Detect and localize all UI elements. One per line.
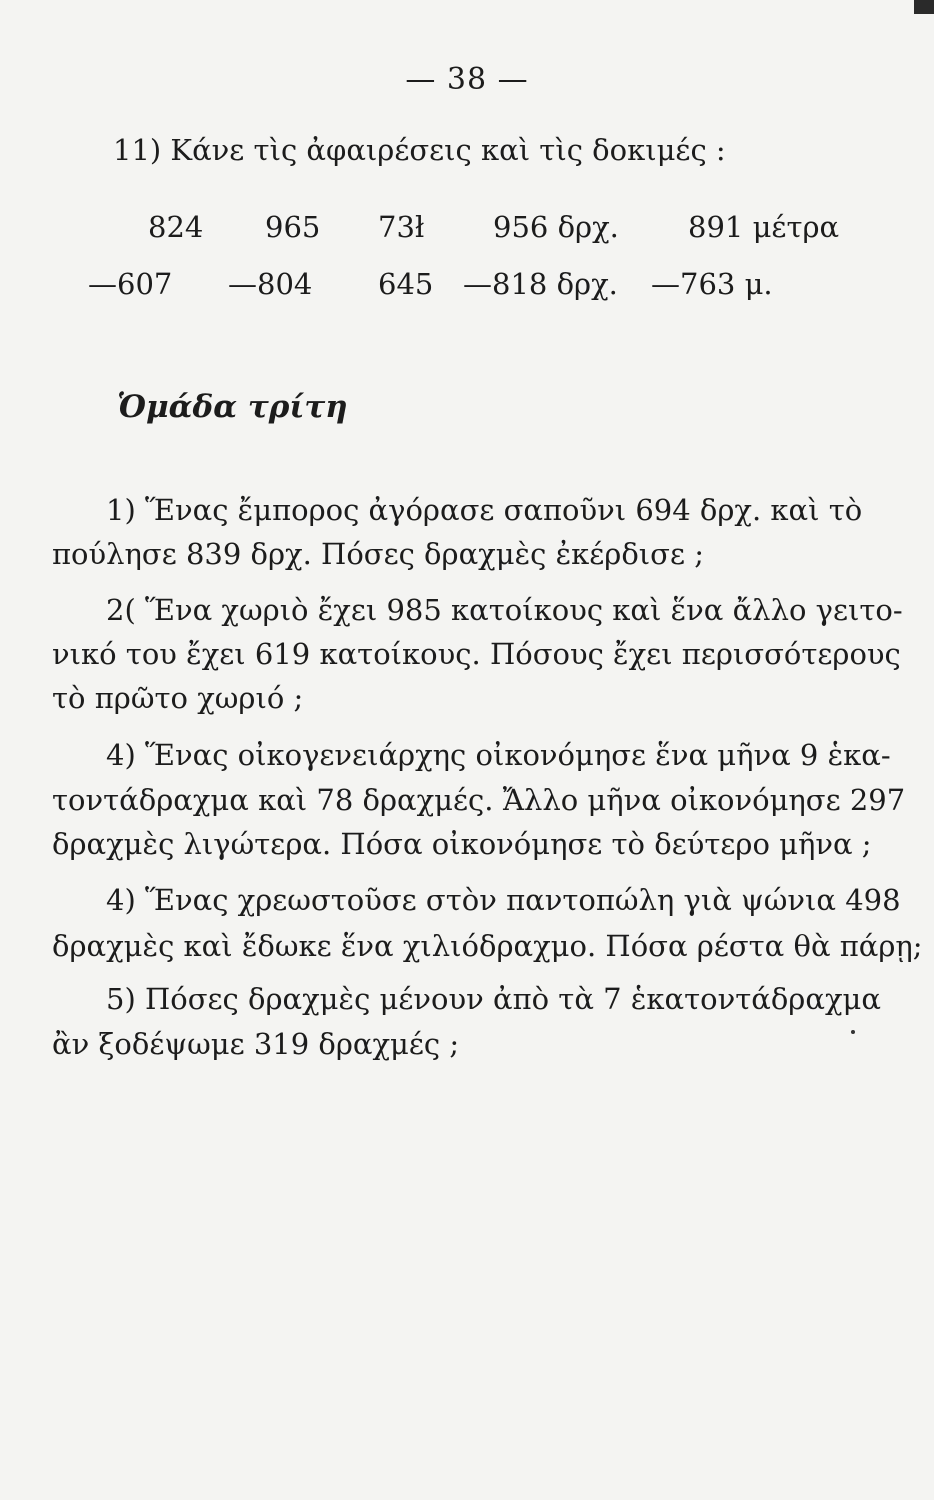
problem-1-line-1: 1) Ἕνας ἔμπορος ἀγόρασε σαποῦνι 694 δρχ. καὶ τὸ: [106, 493, 863, 527]
problem-2-line-2: νικό του ἔχει 619 κατοίκους. Πόσους ἔχει περισσότερους: [52, 637, 901, 671]
problem-1-line-2: πούλησε 839 δρχ. Πόσες δραχμὲς ἐκέρδισε ;: [52, 537, 704, 571]
problem-4-line-2: δραχμὲς καὶ ἔδωκε ἕνα χιλιόδραχμο. Πόσα ρέστα θὰ πάρῃ;: [52, 929, 923, 963]
page-edge-mark: [914, 0, 934, 14]
problem-3-line-1: 4) Ἕνας οἰκογενειάρχης οἰκονόμησε ἕνα μῆνα 9 ἑκα-: [106, 738, 891, 772]
subtrahend-5: —763 μ.: [651, 267, 773, 301]
problem-2-line-3: τὸ πρῶτο χωριό ;: [52, 681, 304, 715]
problem-4-line-1: 4) Ἕνας χρεωστοῦσε στὸν παντοπώλη γιὰ ψώνια 498: [106, 883, 901, 917]
minuend-1: 824: [148, 210, 204, 244]
problem-3-line-2: τοντάδραχμα καὶ 78 δραχμές. Ἄλλο μῆνα οἰκονόμησε 297: [52, 783, 906, 817]
problem-5-line-1: 5) Πόσες δραχμὲς μένουν ἀπὸ τὰ 7 ἑκατοντάδραχμα: [106, 982, 881, 1016]
problem-3-line-3: δραχμὲς λιγώτερα. Πόσα οἰκονόμησε τὸ δεύτερο μῆνα ;: [52, 827, 872, 861]
section-heading: Ὁμάδα τρίτη: [117, 389, 348, 425]
page-number: — 38 —: [405, 62, 529, 97]
minuend-3: 73ł: [378, 210, 425, 244]
problem-2-line-1: 2( Ἕνα χωριὸ ἔχει 985 κατοίκους καὶ ἕνα ἄλλο γειτο-: [106, 593, 903, 627]
problem-5-line-2: ἂν ξοδέψωμε 319 δραχμές ;: [52, 1027, 460, 1061]
minuend-5: 891 μέτρα: [688, 210, 840, 244]
exercise-11-intro: 11) Κάνε τὶς ἀφαιρέσεις καὶ τὶς δοκιμές :: [113, 133, 726, 167]
subtrahend-3: 645: [378, 267, 434, 301]
ink-speck: [851, 1030, 855, 1034]
subtrahend-1: —607: [88, 267, 173, 301]
minuend-4: 956 δρχ.: [493, 210, 619, 244]
subtrahend-4: —818 δρχ.: [463, 267, 618, 301]
minuend-2: 965: [265, 210, 321, 244]
subtrahend-2: —804: [228, 267, 313, 301]
